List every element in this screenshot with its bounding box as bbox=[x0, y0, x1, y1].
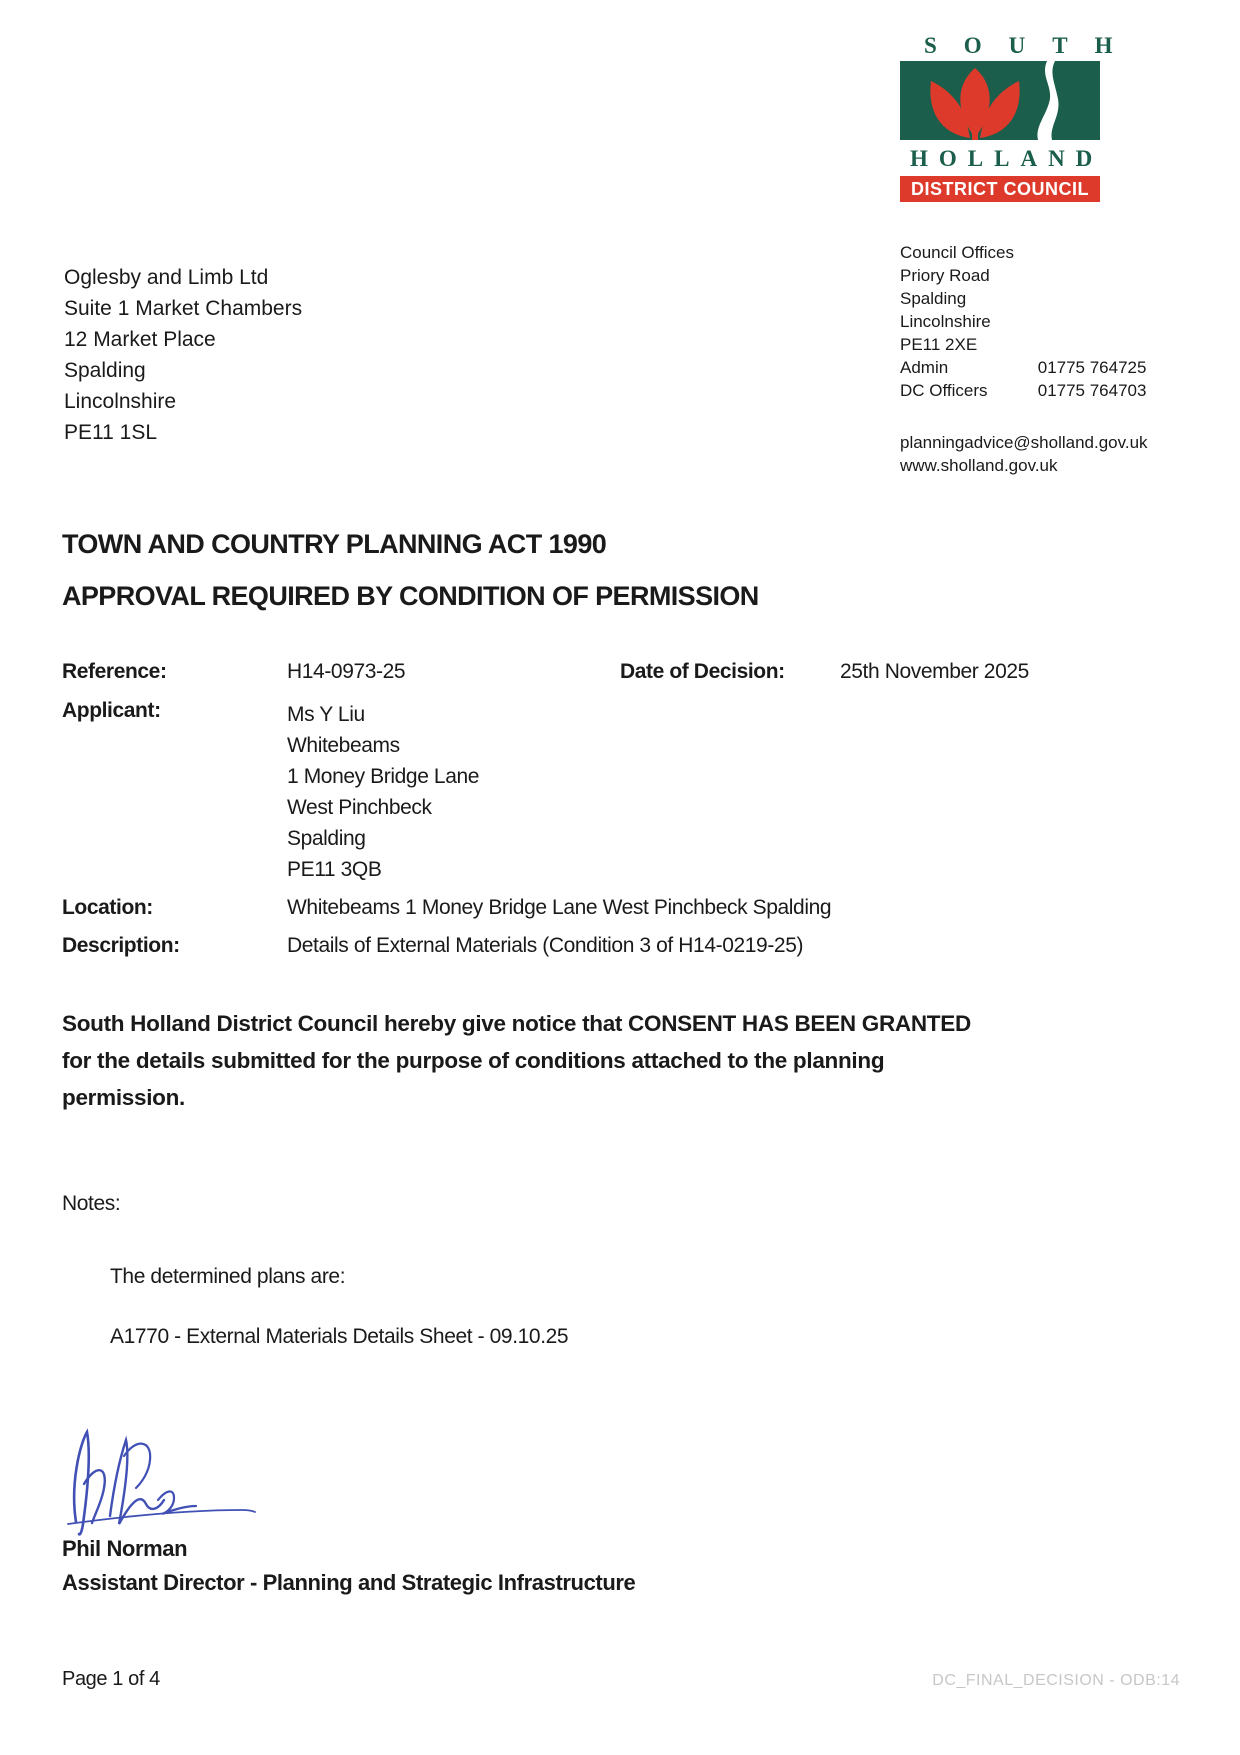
recipient-line: Suite 1 Market Chambers bbox=[64, 297, 303, 320]
reference-label: Reference: bbox=[62, 660, 167, 683]
notes-plan-line: A1770 - External Materials Details Sheet - 09.10.25 bbox=[110, 1325, 569, 1348]
applicant-address bbox=[287, 699, 479, 885]
signatory-name: Phil Norman bbox=[62, 1536, 188, 1561]
recipient-line: Spalding bbox=[64, 359, 146, 382]
council-address-line: Priory Road bbox=[900, 266, 990, 285]
recipient-line: PE11 1SL bbox=[64, 421, 158, 444]
logo-word-south: SOUTH bbox=[924, 33, 1140, 58]
description-label: Description: bbox=[62, 934, 180, 957]
logo-band-district-council: DISTRICT COUNCIL bbox=[900, 176, 1100, 202]
document-code: DC_FINAL_DECISION - ODB:14 bbox=[932, 1672, 1180, 1689]
council-address-line: Spalding bbox=[900, 289, 967, 308]
applicant-line: PE11 3QB bbox=[287, 858, 382, 881]
council-address-line: PE11 2XE bbox=[900, 335, 978, 354]
recipient-line: Lincolnshire bbox=[64, 390, 177, 413]
decision-date-value: 25th November 2025 bbox=[840, 660, 1029, 683]
decision-date-label: Date of Decision: bbox=[620, 660, 785, 683]
applicant-line: Spalding bbox=[287, 827, 366, 850]
council-address bbox=[900, 241, 1146, 402]
description-value: Details of External Materials (Condition 3 of H14-0219-25) bbox=[287, 934, 804, 957]
page-number: Page 1 of 4 bbox=[62, 1668, 160, 1690]
signature-image bbox=[62, 1422, 277, 1540]
council-address-line: Council Offices bbox=[900, 243, 1015, 262]
recipient-line: 12 Market Place bbox=[64, 328, 216, 351]
admin-phone-label: Admin bbox=[900, 358, 949, 377]
notes-determined-plans-intro: The determined plans are: bbox=[110, 1265, 346, 1288]
logo-word-holland: HOLLAND bbox=[910, 146, 1104, 171]
dc-officers-phone-number: 01775 764703 bbox=[1037, 381, 1147, 400]
dc-officers-phone-label: DC Officers bbox=[900, 381, 988, 400]
recipient-address bbox=[64, 262, 302, 448]
council-website: www.sholland.gov.uk bbox=[900, 456, 1058, 475]
applicant-label: Applicant: bbox=[62, 699, 161, 722]
council-logo bbox=[900, 33, 1140, 205]
dc-officers-phone-row bbox=[900, 379, 1146, 402]
admin-phone-row bbox=[900, 356, 1146, 379]
applicant-line: West Pinchbeck bbox=[287, 796, 432, 819]
applicant-line: Ms Y Liu bbox=[287, 703, 365, 726]
council-online-contact bbox=[900, 431, 1148, 477]
location-value: Whitebeams 1 Money Bridge Lane West Pinchbeck Spalding bbox=[287, 896, 832, 919]
notes-label: Notes: bbox=[62, 1192, 121, 1215]
recipient-line: Oglesby and Limb Ltd bbox=[64, 266, 269, 289]
applicant-line: 1 Money Bridge Lane bbox=[287, 765, 480, 788]
decision-notice-text: South Holland District Council hereby give notice that CONSENT HAS BEEN GRANTED for the details submitted for the purpose of conditions attached to the planning permission. bbox=[62, 1011, 971, 1110]
council-email: planningadvice@sholland.gov.uk bbox=[900, 433, 1148, 452]
tulip-icon bbox=[900, 61, 1100, 140]
council-address-line: Lincolnshire bbox=[900, 312, 991, 331]
signatory-title: Assistant Director - Planning and Strategic Infrastructure bbox=[62, 1570, 636, 1595]
admin-phone-number: 01775 764725 bbox=[1037, 358, 1147, 377]
reference-value: H14-0973-25 bbox=[287, 660, 406, 683]
heading-decision-type: APPROVAL REQUIRED BY CONDITION OF PERMISSION bbox=[62, 581, 759, 611]
heading-planning-act: TOWN AND COUNTRY PLANNING ACT 1990 bbox=[62, 529, 607, 559]
applicant-line: Whitebeams bbox=[287, 734, 400, 757]
location-label: Location: bbox=[62, 896, 153, 919]
